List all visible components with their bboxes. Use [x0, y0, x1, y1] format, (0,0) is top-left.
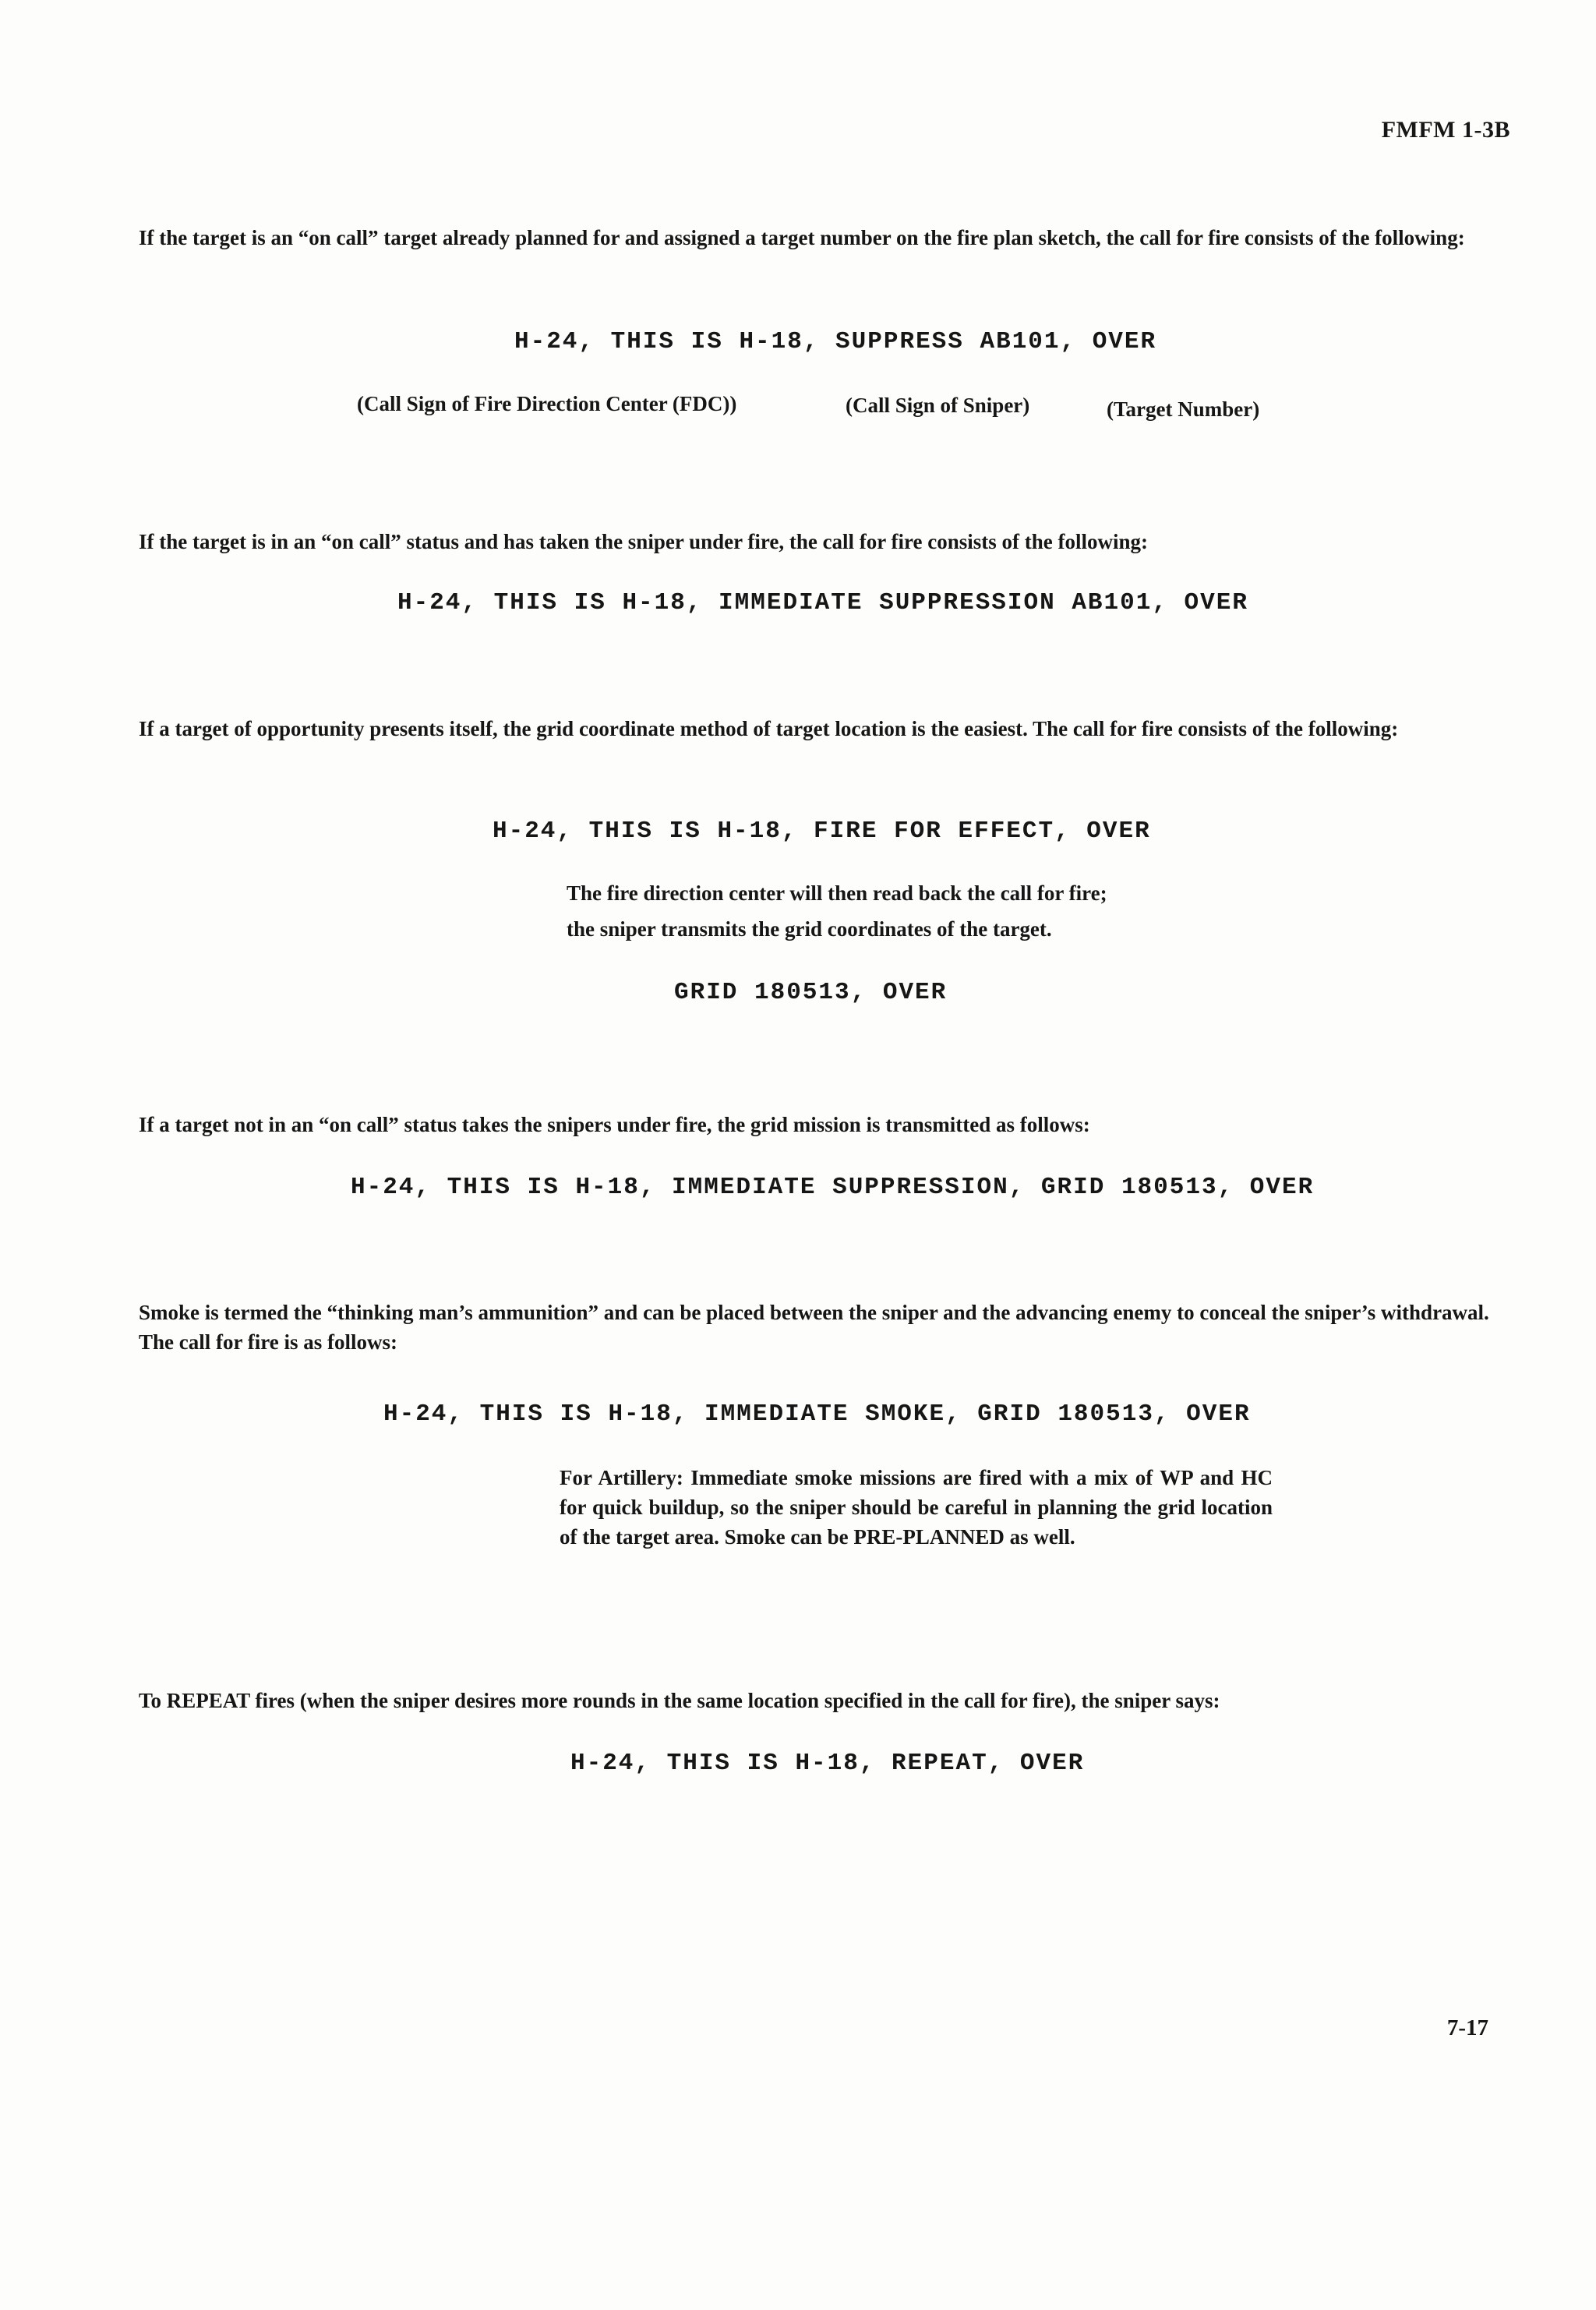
- page-number: 7-17: [1446, 2015, 1488, 2040]
- document-id: FMFM 1-3B: [1381, 117, 1510, 143]
- repeat-message: H-24, THIS IS H-18, REPEAT, OVER: [570, 1750, 1085, 1777]
- repeat-intro: To REPEAT fires (when the sniper desires more rounds in the same location specified in the call for fire), the sniper says:: [139, 1689, 1220, 1712]
- under-fire-message: H-24, THIS IS H-18, IMMEDIATE SUPPRESSION AB101, OVER: [397, 589, 1248, 616]
- opportunity-message: H-24, THIS IS H-18, FIRE FOR EFFECT, OVER: [493, 818, 1151, 845]
- smoke-artillery-note: For Artillery: Immediate smoke missions are fired with a mix of WP and HC for quick buildup, so the sniper should be careful in planning the grid location of the target area. Smoke can be PRE-PLANNED as well.: [560, 1466, 1273, 1549]
- under-fire-intro: If the target is in an “on call” status and has taken the sniper under fire, the call for fire consists of the following:: [139, 530, 1149, 553]
- caption-sniper-call-sign: (Call Sign of Sniper): [846, 394, 1030, 417]
- smoke-intro: Smoke is termed the “thinking man’s ammunition” and can be placed between the sniper and the advancing enemy to conceal the sniper’s withdrawal. The call for fire is as follows:: [139, 1301, 1489, 1354]
- grid-message: GRID 180513, OVER: [674, 979, 948, 1006]
- opportunity-note-line-1: The fire direction center will then read back the call for fire;: [567, 881, 1107, 905]
- opportunity-note-line-2: the sniper transmits the grid coordinates of the target.: [567, 917, 1052, 941]
- smoke-message: H-24, THIS IS H-18, IMMEDIATE SMOKE, GRID 180513, OVER: [383, 1400, 1251, 1428]
- on-call-message: H-24, THIS IS H-18, SUPPRESS AB101, OVER: [514, 328, 1157, 355]
- opportunity-intro: If a target of opportunity presents itself, the grid coordinate method of target location is the easiest. The call for fire consists of the following:: [139, 717, 1399, 740]
- grid-mission-message: H-24, THIS IS H-18, IMMEDIATE SUPPRESSION, GRID 180513, OVER: [351, 1174, 1315, 1201]
- caption-fdc-call-sign: (Call Sign of Fire Direction Center (FDC)): [357, 392, 737, 415]
- caption-target-number: (Target Number): [1107, 397, 1260, 421]
- grid-mission-intro: If a target not in an “on call” status takes the snipers under fire, the grid mission is transmitted as follows:: [139, 1113, 1090, 1136]
- on-call-intro: If the target is an “on call” target already planned for and assigned a target number on the fire plan sketch, the call for fire consists of the following:: [139, 226, 1465, 249]
